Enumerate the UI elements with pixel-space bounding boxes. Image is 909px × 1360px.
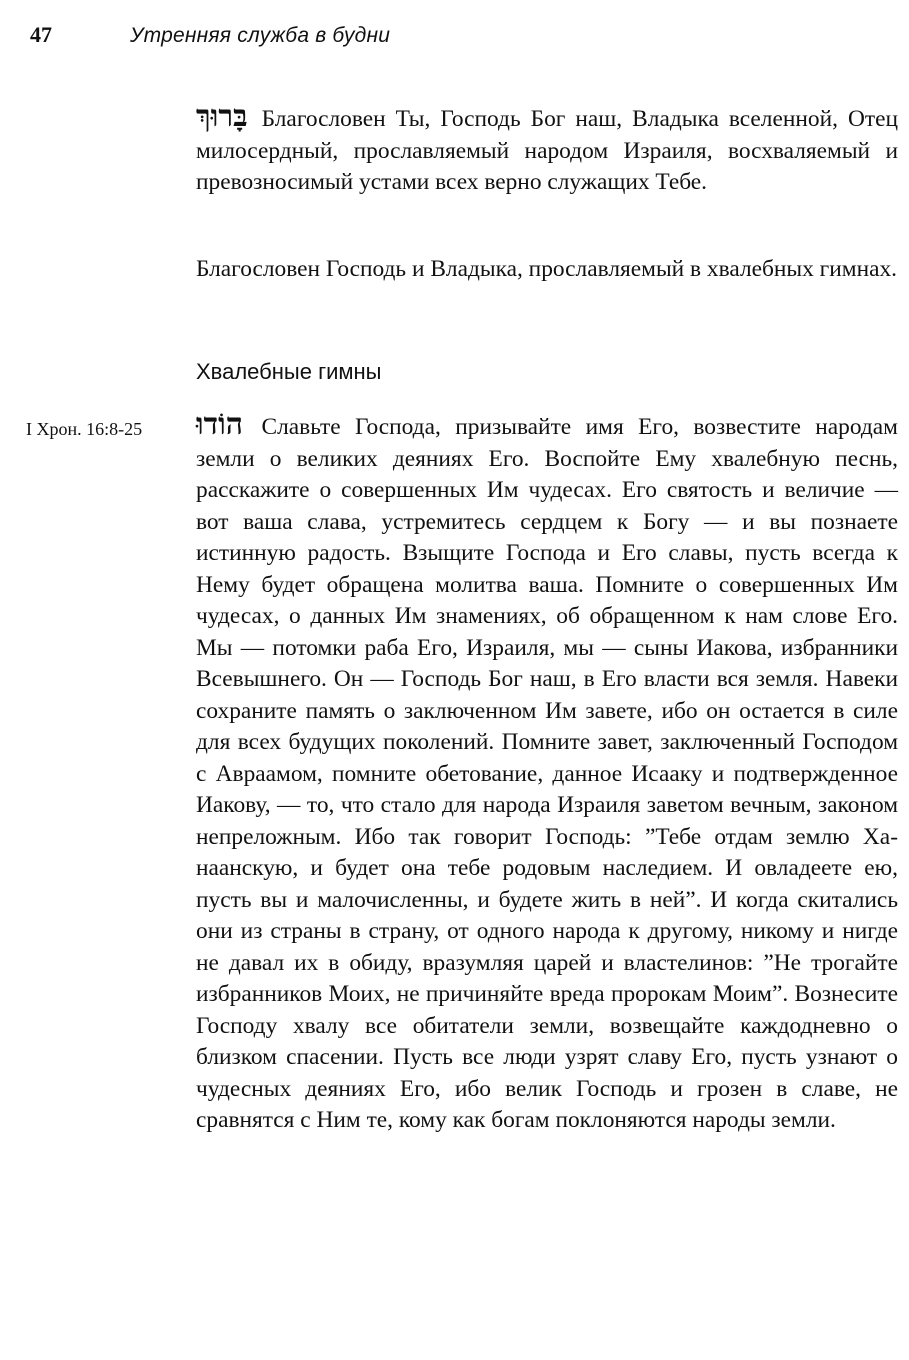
blessing-text: Благословен Ты, Господь Бог наш, Владыка вселенной, Отец милосердный, прославляемый народом Израиля, восхваляемый и превозносимый устами всех верно служащих Тебе.: [196, 106, 898, 195]
blessing-paragraph-block: [196, 99, 898, 199]
section-heading: Хвалебные гимны: [196, 359, 382, 384]
hebrew-opening-word: הוֹדוּ: [196, 407, 244, 442]
psalm-paragraph: [196, 407, 898, 1137]
page-number: 47: [30, 22, 52, 47]
closing-paragraph: Благословен Господь и Владыка, прославляемый в хвалебных гимнах.: [196, 256, 898, 282]
closing-paragraph-block: [196, 254, 898, 286]
psalm-text: Славьте Господа, призывайте имя Его, возвестите народам земли о великих деяниях Его. Воспойте Ему хвалебную песнь, расскажите о совершенных Им чудесах. Его святость и величие — вот ваша слава, устремитесь сердцем к Богу — и вы познаете истинную радость. Взыщите Господа и Его славы, пусть всегда к Нему будет обращена молитва ваша. Помните о совершенных Им чудесах, о данных Им знамениях, об обращенном к нам слове Его. Мы — потомки раба Его, Израиля, мы — сыны Иакова, избранники Всевышнего. Он — Господь Бог наш, в Его власти вся земля. Навеки сохраните память о заключенном Им завете, ибо он остается в силе для всех будущих поколений. Помните завет, заключенный Господом с Авраамом, помните обетование, данное Исааку и подтвержденное Иакову, — то, что стало для народа Израиля заветом вечным, законом непреложным. Ибо так говорит Господь: ”Тебе отдам землю Ханаанскую, и будет она тебе родовым наследием. И овладеете ею, пусть вы и малочисленны, и будете жить в ней”. И когда скитались они из страны в страну, от одного народа к другому, никому и нигде не давал их в обиду, вразумляя царей и властелинов: ”Не трогайте избранников Моих, не причиняйте вреда пророкам Моим”. Вознесите Господу хвалу все обитатели земли, возвещайте каждодневно о близком спасении. Пусть все люди узрят славу Его, пусть узнают о чудесных деяниях Его, ибо велик Господь и грозен в славе, не сравнятся с Ним те, кому как богам поклоняются народы земли.: [196, 414, 898, 1133]
hebrew-opening-word: בָּרוּךְ: [196, 99, 248, 134]
psalm-paragraph-block: [196, 407, 898, 1137]
margin-reference: I Хрон. 16:8-25: [26, 419, 143, 439]
running-title: Утренняя служба в будни: [130, 24, 391, 47]
running-head: [30, 22, 390, 62]
blessing-paragraph: [196, 99, 898, 199]
